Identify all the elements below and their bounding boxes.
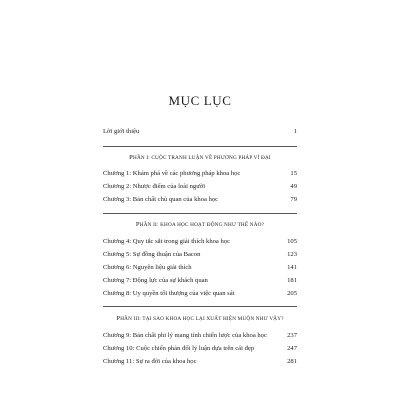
toc-entry-chapter: [103, 236, 297, 248]
part-heading-initial: P: [129, 154, 133, 161]
toc-entry-label: Lời giới thiệu: [103, 128, 140, 135]
toc-entry-chapter: [103, 181, 297, 193]
toc-entry-label: Chương 9: Bản chất phi lý mang tính chiến lược của khoa học: [103, 332, 267, 339]
toc-entry-page: 281: [287, 358, 297, 365]
toc-entry-intro: [103, 126, 297, 138]
part-heading-3: [103, 314, 297, 324]
part-heading-2: [103, 220, 297, 230]
toc-entry-label: Chương 4: Quy tắc sắt trong giải thích khoa học: [103, 238, 231, 245]
toc-entry-page: 123: [287, 251, 297, 258]
toc-entry-label: Chương 6: Nguyên liệu giải thích: [103, 264, 192, 271]
part-heading-initial: P: [135, 221, 140, 228]
toc-entry-chapter: [103, 249, 297, 261]
toc-entry-page: 181: [287, 277, 297, 284]
toc-entry-chapter: [103, 262, 297, 274]
toc-entry-chapter: [103, 356, 297, 368]
toc-entry-chapter: [103, 194, 297, 206]
toc-entry-page: 15: [290, 170, 297, 177]
toc-entry-page: 237: [287, 332, 297, 339]
toc-entry-page: 141: [287, 264, 297, 271]
part-heading-text: HẦN I: CUỘC TRANH LUẬN VỀ PHƯƠNG PHÁP VĨ ĐẠI: [133, 155, 271, 161]
toc-entry-label: Chương 10: Cuộc chiến phản đối lý luận dựa trên cái đẹp: [103, 345, 255, 352]
part-heading-text: HẦN II: KHOA HỌC HOẠT ĐỘNG NHƯ THẾ NÀO?: [139, 222, 265, 228]
toc-entry-label: Chương 11: Sự ra đời của khoa học: [103, 358, 197, 365]
toc-entry-chapter: [103, 288, 297, 300]
part-heading-initial: P: [116, 315, 121, 322]
toc-entry-page: 205: [287, 290, 297, 297]
toc-entry-label: Chương 8: Uy quyền tối thượng của việc quan sát: [103, 290, 235, 297]
toc-entry-chapter: [103, 343, 297, 355]
toc-entry-chapter: [103, 275, 297, 287]
part-heading-1: [103, 153, 297, 163]
toc-entry-label: Chương 7: Động lực của sự khách quan: [103, 277, 208, 284]
divider-rule: [103, 146, 297, 147]
toc-entry-page: 247: [287, 345, 297, 352]
toc-entry-label: Chương 2: Nhược điểm của loài người: [103, 183, 206, 190]
toc-entry-chapter: [103, 168, 297, 180]
toc-entry-page: 49: [290, 183, 297, 190]
toc-entry-label: Chương 3: Bản chất chủ quan của khoa học: [103, 196, 219, 203]
divider-rule: [103, 306, 297, 307]
toc-entry-page: 105: [287, 238, 297, 245]
toc-entry-label: Chương 5: Sự đồng thuận của Bacon: [103, 251, 201, 258]
page-title: MỤC LỤC: [168, 93, 232, 108]
toc-entry-page: 79: [290, 196, 297, 203]
toc-entry-page: 1: [293, 128, 297, 135]
divider-rule: [103, 213, 297, 214]
part-heading-text: HẦN III: TẠI SAO KHOA HỌC LẠI XUẤT HIỆN MUỘN NHƯ VẬY?: [120, 316, 284, 322]
toc-entry-chapter: [103, 330, 297, 342]
toc-entry-label: Chương 1: Khám phá về các phương pháp khoa học: [103, 170, 241, 177]
